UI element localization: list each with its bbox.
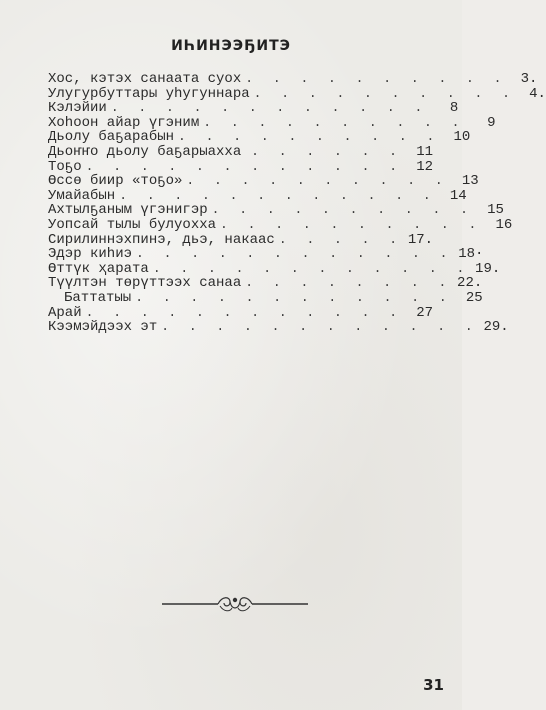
toc-entry-title: Арай [48, 304, 82, 321]
table-of-contents [48, 71, 546, 336]
toc-entry-title: Тоҕо [48, 158, 82, 175]
page-number: 31 [423, 676, 444, 694]
toc-entry-title: Уопсай тылы булуохха [48, 216, 217, 233]
dot-leader: . . . . . . . . . . [220, 216, 483, 232]
toc-entry [48, 71, 538, 87]
dot-leader: . . . . . . . . . . [203, 114, 466, 130]
toc-entry-page: 22. [457, 275, 483, 292]
toc-entry-title: Баттатыы [64, 289, 132, 306]
toc-entry-title: Кээмэйдээх эт [48, 319, 158, 336]
toc-entry-title: Сирилиннэхпинэ, дьэ, накаас [48, 231, 275, 248]
toc-entry [48, 202, 504, 219]
toc-entry-page: 4. [529, 85, 546, 102]
toc-entry [48, 85, 546, 102]
toc-entry-page: 19. [475, 260, 501, 277]
toc-entry-title: Дьоҥҥо дьолу баҕарыахха [48, 143, 242, 160]
toc-entry-page: 8 [449, 100, 459, 117]
toc-entry-page: 27 [416, 304, 434, 321]
page-heading: ИҺИНЭЭҔИТЭ [171, 38, 291, 54]
dot-leader: . . . . . . . . . . . . [136, 246, 454, 262]
toc-entry-title: Ахтылҕаным үгэнигэр [48, 202, 208, 219]
toc-entry-title: Эдэр киһиэ [48, 246, 133, 263]
dot-leader: . . . . . . [251, 143, 403, 159]
dot-leader: . . . . . . . . . . [178, 129, 441, 145]
toc-entry [48, 289, 483, 306]
toc-entry-title: Умайабын [48, 187, 116, 204]
toc-entry [48, 100, 459, 117]
toc-entry [48, 173, 479, 190]
toc-entry [48, 306, 433, 321]
toc-entry-title: Өссө биир «тоҕо» [48, 173, 183, 190]
toc-entry-title: Өттүк ҳарата [48, 260, 149, 277]
toc-entry [48, 216, 513, 233]
toc-entry-page: 13 [461, 173, 479, 190]
toc-entry [48, 160, 433, 175]
toc-entry [48, 129, 471, 146]
dot-leader: . . . . . . . . . . [253, 85, 516, 101]
toc-entry-page: 25 [465, 289, 483, 306]
toc-entry [48, 319, 509, 336]
toc-entry-page: 17. [407, 231, 434, 248]
toc-entry-page: 29. [483, 319, 509, 336]
dot-leader: . . . . . . . . . . [186, 173, 449, 189]
dot-leader: . . . . . . . . . . [211, 202, 474, 218]
toc-entry [48, 187, 467, 204]
dot-leader: . . . . . . . . . . . . [119, 187, 437, 203]
toc-entry-title: Түүлтэн төрүттээх санаа [48, 275, 242, 292]
toc-entry [48, 145, 433, 160]
dot-leader: . . . . . [278, 231, 404, 247]
toc-entry-page: 11 [416, 143, 433, 160]
dot-leader: . . . . . . . . . . . . [135, 289, 453, 305]
toc-entry-title: Хос, кэтэх санаата суох [48, 71, 242, 87]
dot-leader: . . . . . . . . . . . . [110, 100, 429, 116]
toc-entry-title: Хоһоон айар үгэним [48, 114, 200, 131]
ornament-divider [160, 592, 310, 614]
toc-entry-page: 16 [495, 216, 513, 233]
toc-entry-title: Кэлэйии [48, 100, 107, 117]
toc-entry-page: 15 [487, 202, 504, 219]
toc-entry-page: 9 [487, 114, 496, 131]
toc-entry [48, 246, 484, 263]
dot-leader: . . . . . . . . . . . . [152, 260, 471, 276]
dot-leader: . . . . . . . . . . . . [85, 304, 404, 320]
toc-entry-page: 12 [416, 158, 434, 175]
toc-entry-title: Дьолу баҕарабын [48, 129, 175, 146]
dot-leader: . . . . . . . . . . . . [85, 158, 404, 174]
toc-entry-page: 14 [449, 187, 467, 204]
toc-entry [48, 233, 433, 248]
toc-entry-page: 10 [453, 129, 471, 146]
dot-leader: . . . . . . . . [245, 275, 453, 291]
toc-entry-title: Улугурбуттары уһугуннара [48, 85, 250, 102]
toc-entry [48, 275, 483, 292]
toc-entry-page: 18· [458, 246, 484, 263]
dot-leader: . . . . . . . . . . [245, 71, 508, 86]
toc-entry-page: 3. [520, 71, 538, 87]
dot-leader: . . . . . . . . . . . . [161, 319, 479, 335]
toc-entry [48, 260, 501, 277]
